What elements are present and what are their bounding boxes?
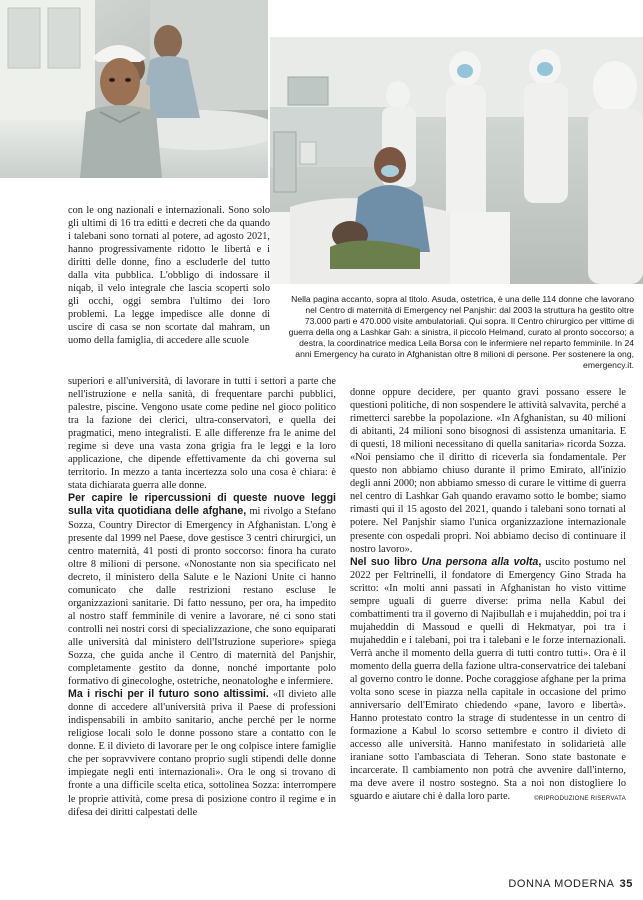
paragraph-lead-in: Nel suo libro bbox=[350, 555, 422, 568]
paragraph-text: «Il divieto alle donne di accedere all'università priva il Paese di professioni indispensabili in ambito sanitario, anche perché per le norme religiose locali solo le donne possono stare a contatto con le donne. E il divieto di lavorare per le ong colpisce intere famiglie che per sopravvivere contano proprio sugli stipendi delle donne impiegate negli enti internazionali». Ora le ong si trovano di fronte a una difficile scelta etica, sottolinea Sozza: interrompere le proprie attività, come presa di posizione contro il regime e in difesa dei diritti calpestati delle bbox=[68, 689, 337, 818]
book-title: Una persona alla volta bbox=[421, 555, 539, 568]
photo-boy-emergency-room bbox=[0, 0, 268, 178]
photo-ward-nurses bbox=[270, 37, 643, 284]
article-paragraph bbox=[68, 492, 336, 688]
paragraph-lead-in: Per capire le ripercussioni di queste nuove leggi sulla vita quotidiana delle afghane, bbox=[68, 492, 336, 518]
photo-left-image bbox=[0, 0, 268, 178]
photo-right-image bbox=[270, 37, 643, 284]
article-paragraph: con le ong nazionali e internazionali. Sono solo gli ultimi di 16 tra editti e decreti che da quando i talebani sono tornati al potere, ad agosto 2021, hanno progressivamente ridotto le libertà e i diritti delle donne, fino a escluderle del tutto dalla vita pubblica. L'obbligo di indossare il niqab, il velo integrale che lascia scoperti solo gli occhi, oggi sembra l'ultimo dei loro problemi. La legge impedisce alle donne di uscire di casa se non scortate dal mahram, un uomo della famiglia, di accedere alle scuole bbox=[68, 205, 270, 347]
article-right-column bbox=[350, 386, 626, 806]
article-paragraph: superiori e all'università, di lavorare in tutti i settori a parte che nell'istruzione e nella sanità, di frequentare parchi pubblici, palestre, piscine. Vengono usate come pedine nel gioco politico tra la fazione dei clerici, ultra-conservatori, e quella dei pragmatici, meno integralisti. E alle differenze fra le anime del regime si deve una vasta zona grigia fra le leggi e la loro applicazione, che dipende effettivamente da chi governa sul territorio. In mezzo a tanta incertezza solo una cosa è chiara: è stata dichiarata guerra alle donne. bbox=[68, 376, 336, 492]
article-left-column bbox=[68, 375, 336, 819]
paragraph-lead-in-end: , bbox=[538, 555, 542, 568]
paragraph-text: mi rivolgo a Stefano Sozza, Country Director di Emergency in Afghanistan. L'ong è presente dal 1999 nel Paese, dove gestisce 3 centri chirurgici, un centro maternità, 41 posti di pronto soccorso: finora ha curato oltre 8 milioni di persone. «Nonostante non sia specificato nel decreto, il ministero della Salute e le Nazioni Unite ci hanno comunicato che dalle restrizioni restano escluse le organizzazioni sanitarie. Di fatto nessuno, per ora, ha impedito al nostro staff femminile di venire a lavorare, né ci sono stati controlli nei nostri corsi di specializzazione, che sono equiparati alle università dal ministero dell'Istruzione superiore» spiega Sozza, che guida anche il Centro di maternità del Panjshir, completamente gestito da donne, nonché importante polo formativo di ginecologhe, ostetriche, neonatologhe e infermiere. bbox=[68, 506, 336, 688]
magazine-name: DONNA MODERNA bbox=[508, 878, 615, 890]
paragraph-lead-in: Ma i rischi per il futuro sono altissimi. bbox=[68, 688, 269, 701]
article-intro-column bbox=[68, 204, 270, 348]
page-footer bbox=[508, 878, 633, 890]
photo-caption: Nella pagina accanto, sopra al titolo. Asuda, ostetrica, è una delle 114 donne che lavorano nel Centro di maternità di Emergency nel Panjshir: dal 2003 la struttura ha gestito oltre 73.000 parti e 470.000 visite ambulatoriali. Qui sopra. Il Centro chirurgico per vittime di guerra della ong a Lashkar Gah: a sinistra, il piccolo Helmand, curato al pronto soccorso; a destra, la coordinatrice medica Leila Borsa con le infermiere nel reparto femminile. In 24 anni Emergency ha curato in Afghanistan oltre 8 milioni di persone. Per sostenere la ong, emergency.it. bbox=[288, 294, 634, 370]
article-paragraph: donne oppure decidere, per quanto gravi possano essere le questioni politiche, di non sospendere le attività salvavita, perché a rimetterci sarebbe la popolazione. «In Afghanistan, su 40 milioni di abitanti, 24 milioni sono bisognosi di assistenza umanitaria. E di questi, 18 milioni necessitano di quella sanitaria» ricorda Sozza. «Noi pensiamo che il diritto di riceverla sia fondamentale. Per questo non abbiamo chiuso durante il primo Emirato, all'inizio degli anni 2000; non abbiamo smesso di curare le vittime di guerra nel centro di Lashkar Gah quando eravamo sotto le bombe; siamo rimasti qui il 15 agosto del 2021, quando i talebani sono tornati al potere. Nel Panjshir siamo l'unica organizzazione internazionale presente con ospedali propri. Noi abbiamo deciso di continuare il nostro lavoro». bbox=[350, 387, 626, 555]
article-paragraph bbox=[68, 688, 336, 818]
paragraph-text: uscito postumo nel 2022 per Feltrinelli, il fondatore di Emergency Gino Strada ha scritto: «In molti anni passati in Afghanistan ho visto vittime sempre uguali di guerre diverse: prima nella Kabul dei combattimenti tra il governo di Najibullah e i mujaheddin, poi tra i mujaheddin di Massoud e quelli di Hekmatyar, poi tra i mujaheddin e i talebani, poi tra i talebani e le forze internazionali. Verrà anche il momento della guerra di tutti contro tutti». Ora è il momento della guerra della fazione ultra-conservatrice dei talebani al governo contro le donne. Poche coraggiose afghane per la prima volta sono scese in piazza nella capitale in occasione del primo anniversario dell'Emirato chiedendo «pane, lavoro e libertà». Hanno protestato contro la strage di studentesse in un centro di formazione a Kabul lo scorso settembre e contro il divieto di accesso alle università. Hanno manifestato in solidarietà alle iraniane sotto l'ambasciata di Teheran. Sono state bastonate e incarcerate. Il cambiamento non potrà che avvenire dall'interno, ma deve avere il nostro sostegno. Sta a noi non distogliere lo sguardo e aiutare chi è dalla loro parte. bbox=[350, 556, 627, 803]
page-number: 35 bbox=[619, 878, 633, 890]
copyright-notice: ©RIPRODUZIONE RISERVATA bbox=[534, 795, 626, 803]
article-paragraph bbox=[350, 556, 626, 804]
